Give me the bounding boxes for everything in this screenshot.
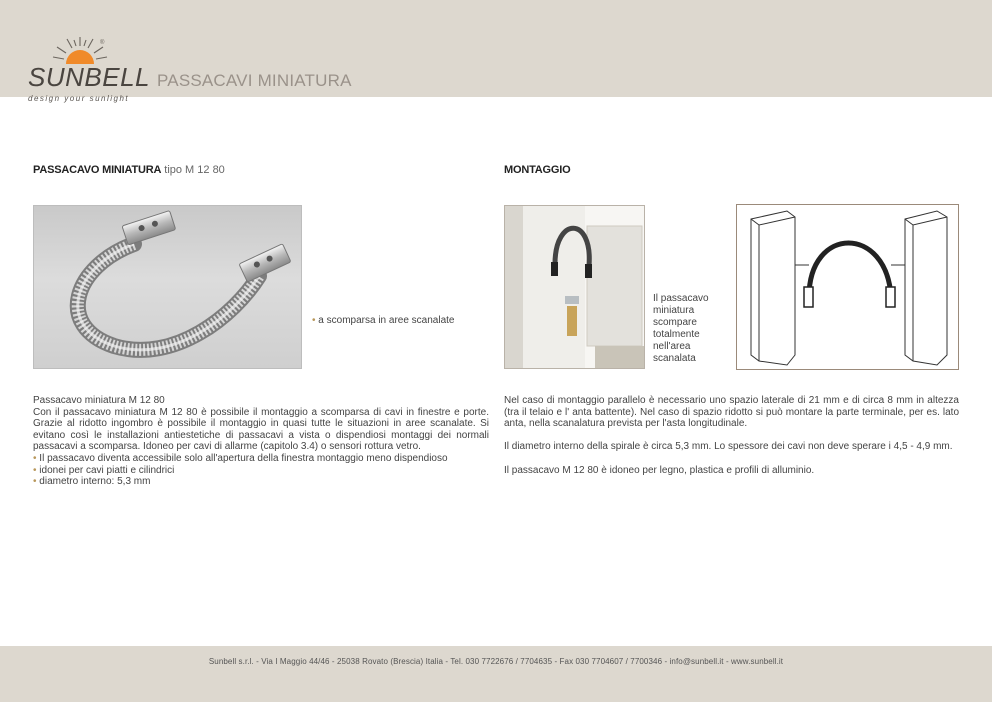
bullet-item: • diametro interno: 5,3 mm [33, 476, 151, 488]
installation-drawing [736, 204, 959, 370]
bullet-item: • idonei per cavi piatti e cilindrici [33, 464, 175, 476]
left-section-title [33, 164, 225, 176]
product-description: Con il passacavo miniatura M 12 80 è possibile il montaggio a scomparsa di cavi in finestre e porte. Grazie al ridotto ingombro è possibile il montaggio in quasi tutte le situazioni in aree scanalate. Si evitano così le installazioni antiestetiche di passacavi a vista o dispendiosi montaggi dei normali passacavi a scomparsa. Idoneo per cavi di allarme (capitolo 3.4) o sensori rottura vetro. [33, 406, 489, 453]
mounting-paragraph: Nel caso di montaggio parallelo è necessario uno spazio laterale di 21 mm e di circa 8 mm in altezza (tra il telaio e l' anta battente). Nel caso di spazio ridotto si può montare la parte terminale, per es. lato anta, nella scanalatura prevista per l'asta longitudinale. [504, 395, 959, 430]
feature-note-text: a scomparsa in aree scanalate [318, 315, 455, 326]
sunbell-logo [24, 36, 150, 106]
bullet-dot-icon: • [312, 315, 316, 326]
bullet-dot-icon: • [33, 452, 37, 464]
brand-tagline: design your sunlight [28, 94, 130, 103]
page-header [0, 0, 992, 103]
installation-caption: Il passacavo miniatura scompare totalmente nell'area scanalata [653, 293, 709, 364]
bullet-item: • Il passacavo diventa accessibile solo all'apertura della finestra montaggio meno dispendioso [33, 452, 448, 464]
page-footer [0, 646, 992, 702]
brand-name: SUNBELL [28, 62, 150, 92]
page-title: PASSACAVI MINIATURA [157, 71, 352, 90]
cable-passage-illustration [34, 206, 302, 369]
profiles-drawing-illustration [737, 205, 959, 370]
bullet-dot-icon: • [33, 476, 37, 488]
product-title: PASSACAVO MINIATURA [33, 164, 162, 176]
installation-photo [504, 205, 645, 369]
mounting-title: MONTAGGIO [504, 164, 571, 176]
bullet-dot-icon: • [33, 464, 37, 476]
mounting-paragraph: Il passacavo M 12 80 è idoneo per legno, plastica e profili di alluminio. [504, 464, 815, 476]
product-subtitle: tipo M 12 80 [164, 164, 225, 176]
feature-note [312, 315, 454, 326]
svg-text:®: ® [100, 40, 105, 46]
product-name-line: Passacavo miniatura M 12 80 [33, 395, 165, 406]
left-body-text [33, 395, 489, 488]
window-frame-illustration [505, 206, 645, 369]
product-photo [33, 205, 302, 369]
right-body-text [504, 395, 959, 476]
right-section-title [504, 164, 570, 176]
mounting-paragraph: Il diametro interno della spirale è circa 5,3 mm. Lo spessore dei cavi non deve sperare i 4,5 - 4,9 mm. [504, 441, 953, 453]
footer-contact: Sunbell s.r.l. - Via I Maggio 44/46 - 25038 Rovato (Brescia) Italia - Tel. 030 7722676 / 7704635 - Fax 030 7704607 / 7700346 - info@sunbell.it - www.sunbell.it [208, 657, 784, 666]
